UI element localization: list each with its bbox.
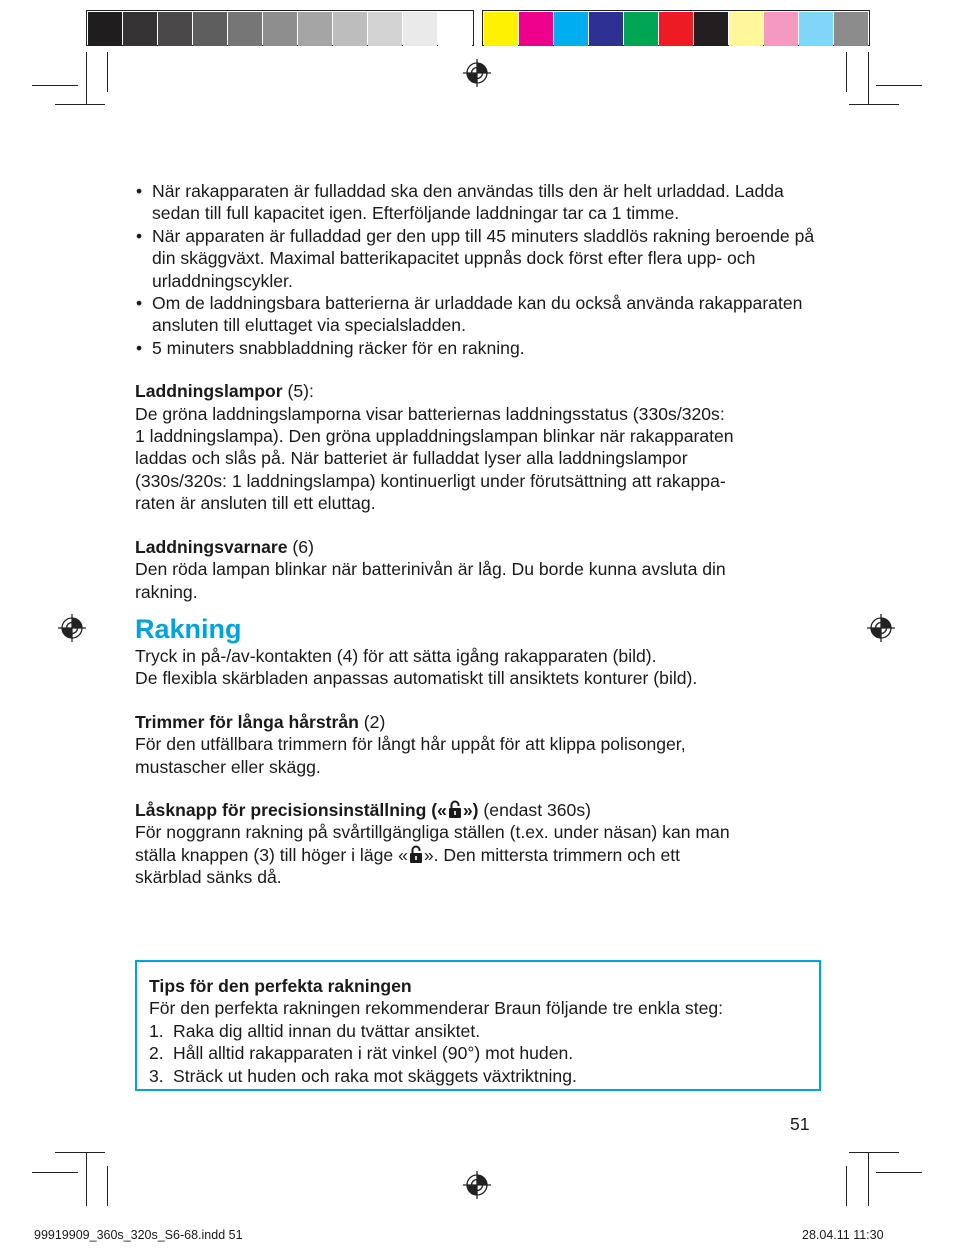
text-line: Den röda lampan blinkar när batterinivån är låg. Du borde kunna avsluta din <box>135 559 726 580</box>
text-line: rakning. <box>135 581 198 602</box>
registration-mark-top <box>462 58 492 88</box>
charging-lamps-section <box>135 380 825 514</box>
text-segment: ». Den mittersta trimmern och ett <box>423 844 681 865</box>
color-swatch <box>228 12 262 46</box>
color-swatch <box>764 12 798 46</box>
section-title: Laddningsvarnare <box>135 536 288 557</box>
color-swatch <box>438 12 472 46</box>
text-segment: ställa knappen (3) till höger i läge « <box>135 844 408 865</box>
shaving-heading: Rakning <box>135 613 242 644</box>
section-title-end: ») <box>462 799 479 820</box>
charging-bullet-list <box>135 180 825 359</box>
section-ref: (endast 360s) <box>478 799 592 820</box>
charging-warning-section <box>135 536 825 603</box>
color-swatch <box>834 12 868 46</box>
section-ref: (5): <box>282 381 314 402</box>
page-number: 51 <box>790 1114 810 1134</box>
color-swatch <box>158 12 192 46</box>
text-line: 1 laddningslampa). Den gröna uppladdningslampan blinkar när rakapparaten <box>135 426 734 447</box>
text-line: För den utfällbara trimmern för långt hår uppåt för att klippa polisonger, <box>135 734 686 755</box>
text-line: De flexibla skärbladen anpassas automatiskt till ansiktets konturer (bild). <box>135 668 698 689</box>
text-line: mustascher eller skägg. <box>135 756 321 777</box>
color-swatch <box>263 12 297 46</box>
color-swatch <box>368 12 402 46</box>
tips-step: 1. Raka dig alltid innan du tvättar ansiktet. <box>149 1020 481 1041</box>
color-swatch <box>589 12 623 46</box>
section-title: Låsknapp för precisionsinställning (« <box>135 799 447 820</box>
color-swatch <box>729 12 763 46</box>
registration-mark-bottom <box>462 1170 492 1200</box>
color-swatch <box>88 12 122 46</box>
lock-button-section <box>135 799 825 889</box>
unlock-icon <box>409 845 423 864</box>
color-swatch <box>799 12 833 46</box>
color-swatch <box>554 12 588 46</box>
color-swatch <box>519 12 553 46</box>
color-swatch <box>484 12 518 46</box>
slug-datetime: 28.04.11 11:30 <box>802 1228 884 1242</box>
bullet-item: • När rakapparaten är fulladdad ska den användas tills den är helt urladdad. Ladda sedan till full kapacitet igen. Efterföljande laddningar tar ca 1 timme. <box>135 180 825 225</box>
text-line: (330s/320s: 1 laddningslampa) kontinuerligt under förutsättning att rakappa- <box>135 470 726 491</box>
section-title: Trimmer för långa hårstrån <box>135 711 359 732</box>
color-swatch <box>123 12 157 46</box>
tips-steps <box>149 1020 807 1087</box>
slug-filename: 99919909_360s_320s_S6-68.indd 51 <box>34 1228 243 1242</box>
color-swatch <box>193 12 227 46</box>
text-line: För noggrann rakning på svårtillgängliga ställen (t.ex. under näsan) kan man <box>135 822 730 843</box>
bullet-item: • 5 minuters snabbladdning räcker för en rakning. <box>135 337 825 359</box>
section-ref: (2) <box>358 711 386 732</box>
page-content <box>135 180 825 889</box>
color-swatch <box>333 12 367 46</box>
shaving-section <box>135 645 825 690</box>
bullet-item: • Om de laddningsbara batterierna är urladdade kan du också använda rakapparaten ansluten till eluttaget via specialsladden. <box>135 292 825 337</box>
tips-step: 2. Håll alltid rakapparaten i rät vinkel (90°) mot huden. <box>149 1043 574 1064</box>
section-ref: (6) <box>287 536 314 557</box>
section-title: Laddningslampor <box>135 381 283 402</box>
trimmer-section <box>135 711 825 778</box>
color-swatch <box>298 12 332 46</box>
text-line: skärblad sänks då. <box>135 867 282 888</box>
registration-mark-left <box>57 613 87 643</box>
tips-step: 3. Sträck ut huden och raka mot skäggets växtriktning. <box>149 1065 577 1086</box>
color-swatch <box>694 12 728 46</box>
tips-title: Tips för den perfekta rakningen <box>149 976 412 996</box>
color-swatch <box>624 12 658 46</box>
unlock-icon <box>448 800 462 819</box>
tips-intro: För den perfekta rakningen rekommenderar Braun följande tre enkla steg: <box>149 998 724 1019</box>
color-swatch <box>403 12 437 46</box>
tips-box <box>135 960 821 1091</box>
text-line: laddas och slås på. När batteriet är fulladdat lyser alla laddningslampor <box>135 448 688 469</box>
bullet-item: • När apparaten är fulladdad ger den upp till 45 minuters sladdlös rakning beroende på din skäggväxt. Maximal batterikapacitet uppnås dock först efter flera upp- och urladdningscykler. <box>135 225 825 292</box>
registration-mark-right <box>866 613 896 643</box>
text-line: De gröna laddningslamporna visar batteriernas laddningsstatus (330s/320s: <box>135 403 725 424</box>
text-line: raten är ansluten till ett eluttag. <box>135 493 376 514</box>
color-swatch <box>659 12 693 46</box>
text-line: Tryck in på-/av-kontakten (4) för att sätta igång rakapparaten (bild). <box>135 645 657 666</box>
